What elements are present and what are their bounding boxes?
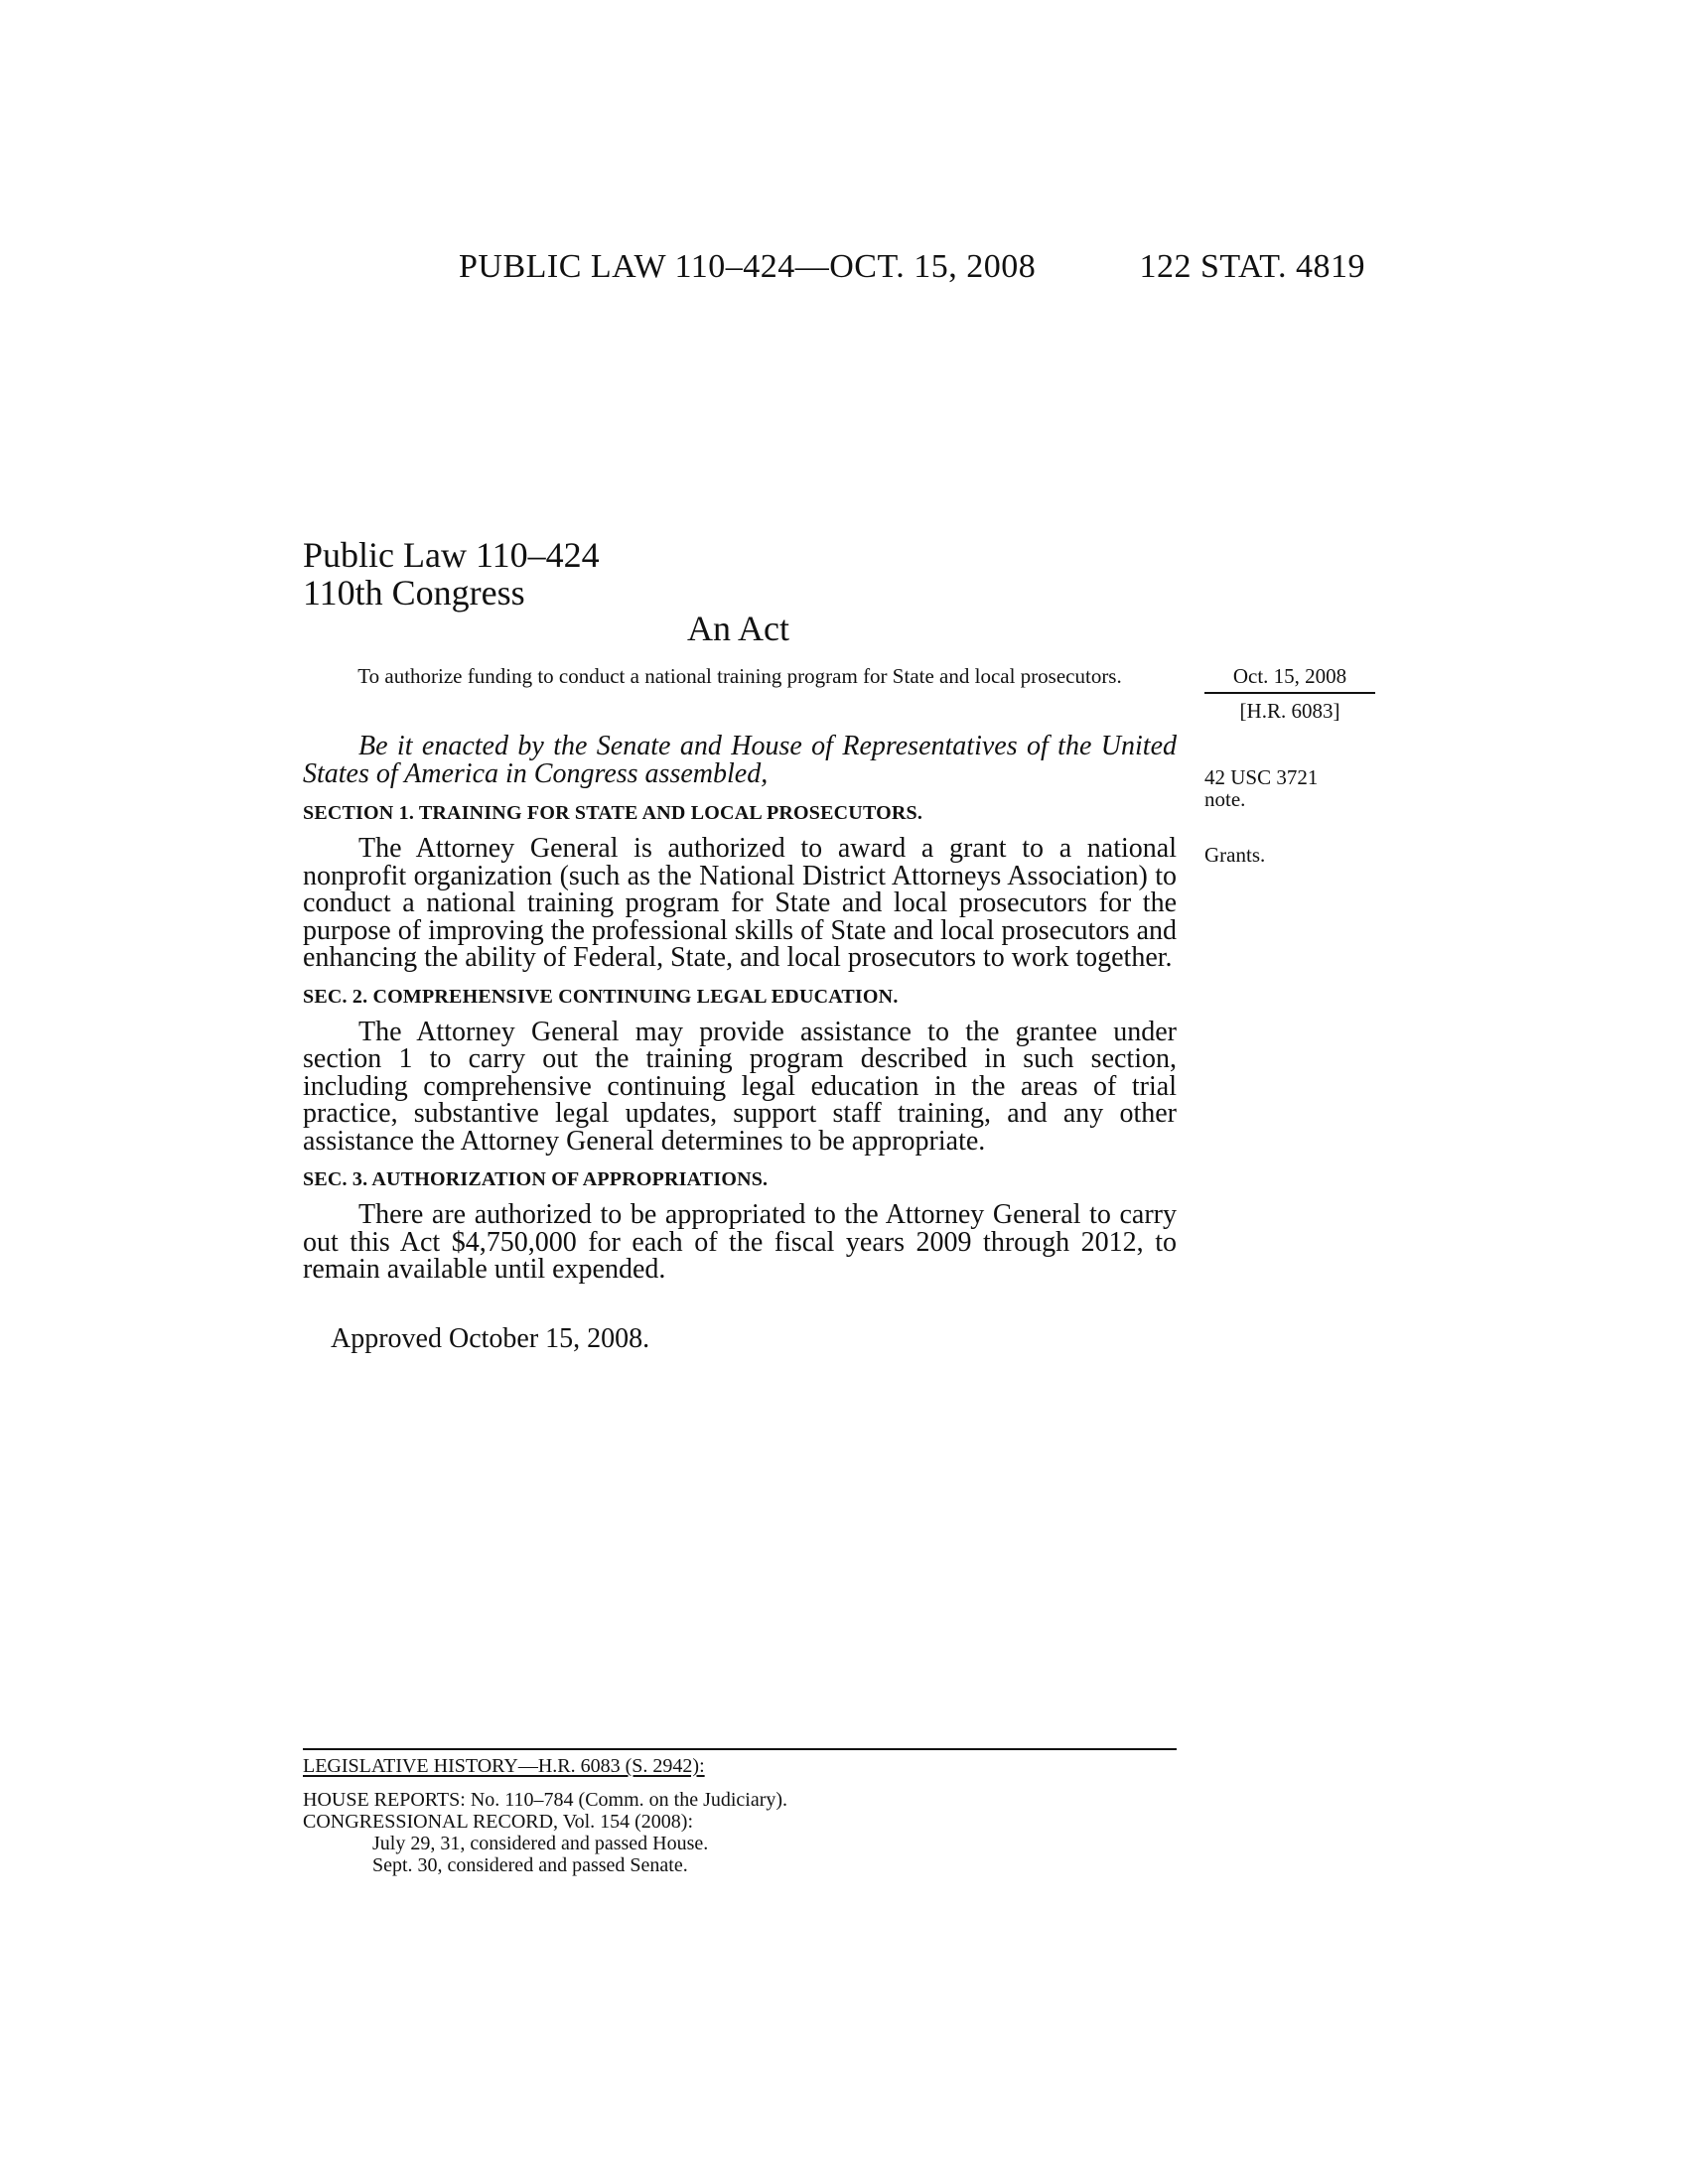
margin-note-grants: Grants. xyxy=(1204,843,1266,867)
date-bill-box xyxy=(1204,663,1375,724)
margin-note-usc-note: note. xyxy=(1204,787,1246,811)
history-entry: July 29, 31, considered and passed House. xyxy=(372,1833,709,1854)
divider-rule xyxy=(303,1748,1177,1750)
enacting-clause: Be it enacted by the Senate and House of Representatives of the United States of America in Congress assembled, xyxy=(303,731,1177,789)
legislative-history-title: LEGISLATIVE HISTORY—H.R. 6083 (S. 2942): xyxy=(303,1755,705,1777)
section-heading: SEC. 2. COMPREHENSIVE CONTINUING LEGAL EDUCATION. xyxy=(303,985,899,1008)
section-2 xyxy=(303,986,1177,1156)
enactment-date: Oct. 15, 2008 xyxy=(1204,663,1375,694)
act-purpose: To authorize funding to conduct a national training program for State and local prosecutors. xyxy=(357,664,1122,688)
bill-number: [H.R. 6083] xyxy=(1239,699,1340,723)
running-header-law: PUBLIC LAW 110–424—OCT. 15, 2008 xyxy=(459,248,1037,285)
section-3 xyxy=(303,1168,1177,1284)
margin-note-usc xyxy=(1204,766,1318,810)
legislative-history xyxy=(303,1748,1177,1876)
margin-note-usc-citation: 42 USC 3721 xyxy=(1204,765,1319,789)
history-entry: Sept. 30, considered and passed Senate. xyxy=(372,1854,688,1876)
approval-date: Approved October 15, 2008. xyxy=(331,1322,650,1354)
house-reports: HOUSE REPORTS: No. 110–784 (Comm. on the Judiciary). xyxy=(303,1789,788,1811)
section-heading: SECTION 1. TRAINING FOR STATE AND LOCAL PROSECUTORS. xyxy=(303,802,923,824)
section-heading: SEC. 3. AUTHORIZATION OF APPROPRIATIONS. xyxy=(303,1168,769,1190)
running-header-stat: 122 STAT. 4819 xyxy=(1139,248,1365,285)
congress-label: 110th Congress xyxy=(303,573,525,613)
congressional-record: CONGRESSIONAL RECORD, Vol. 154 (2008): xyxy=(303,1811,693,1833)
act-body xyxy=(303,733,1177,1355)
law-number: Public Law 110–424 xyxy=(303,535,600,575)
section-1 xyxy=(303,802,1177,972)
section-text: The Attorney General is authorized to award a grant to a national nonprofit organization (such as the National District Attorneys Association) to conduct a national training program for State and local prosecutors for the purpose of improving the professional skills of State and local prosecutors and enhancing the ability of Federal, State, and local prosecutors to work together. xyxy=(303,833,1177,973)
section-text: The Attorney General may provide assistance to the grantee under section 1 to carry out the training program described in such section, including comprehensive continuing legal education in the areas of trial practice, substantive legal updates, support staff training, and any other assistance the Attorney General determines to be appropriate. xyxy=(303,1016,1177,1157)
act-title: An Act xyxy=(687,609,789,648)
section-text: There are authorized to be appropriated to the Attorney General to carry out this Act $4,750,000 for each of the fiscal years 2009 through 2012, to remain available until expended. xyxy=(303,1199,1177,1285)
